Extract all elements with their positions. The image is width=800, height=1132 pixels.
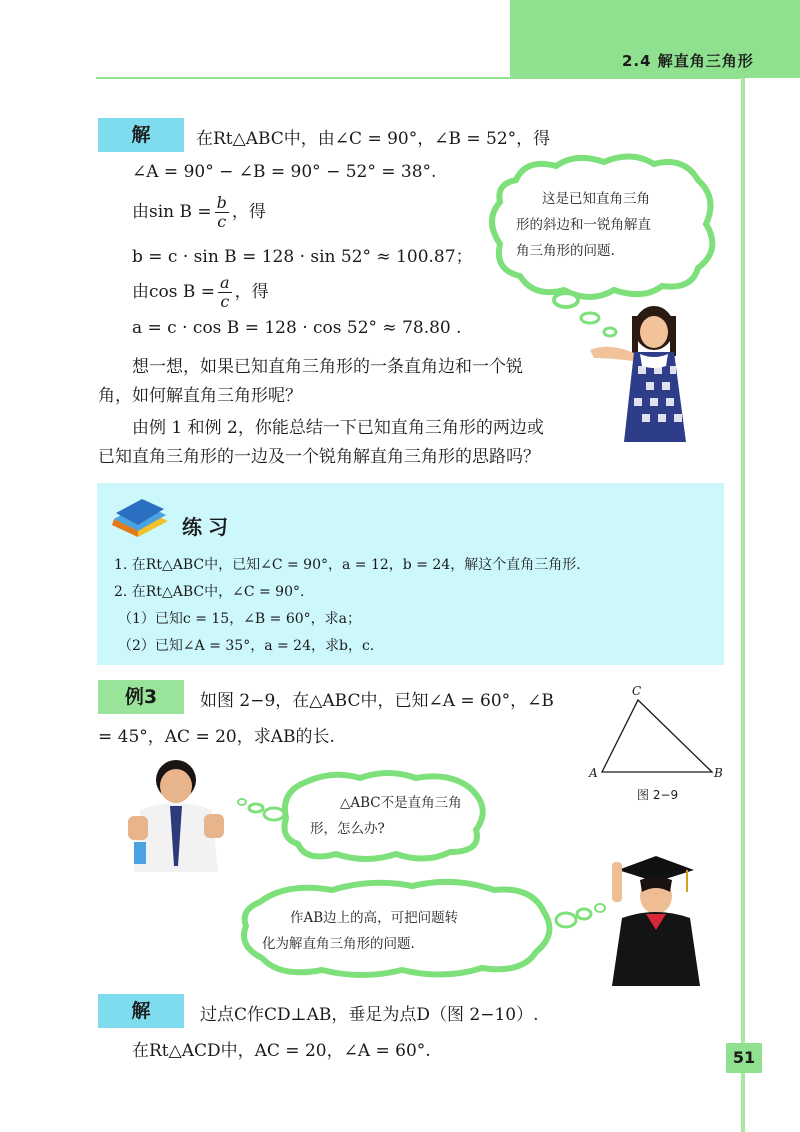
bubble-text: 形的斜边和一锐角解直: [516, 217, 651, 233]
margin-rule: [741, 78, 745, 1132]
exercise-item: （2）已知∠A = 35°，a = 24，求b，c.: [118, 638, 375, 654]
solution-text: 由cos B =: [132, 282, 216, 302]
paragraph-line: 角，如何解直角三角形呢？: [98, 386, 302, 406]
solution-text: ，得: [231, 202, 266, 222]
solution-line: 在Rt△ACD中，AC = 20，∠A = 60°.: [132, 1041, 431, 1061]
bubble-text: 化为解直角三角形的问题.: [262, 936, 415, 952]
paragraph-line: 想一想，如果已知直角三角形的一条直角边和一个锐: [132, 357, 523, 377]
solution-line: ∠A = 90° − ∠B = 90° − 52° = 38°.: [132, 162, 437, 182]
fraction-denominator: c: [220, 292, 230, 311]
book-icon: [108, 495, 172, 541]
bubble-text: 角三角形的问题.: [516, 243, 615, 259]
triangle-figure: [594, 686, 724, 781]
solution-line: 过点C作CD⊥AB，垂足为点D（图 2−10）.: [200, 1005, 539, 1025]
paragraph-line: 已知直角三角形的一边及一个锐角解直角三角形的思路吗？: [98, 447, 540, 467]
example-line: 如图 2−9，在△ABC中，已知∠A = 60°，∠B: [200, 691, 554, 711]
fraction-numerator: a: [220, 273, 230, 292]
vertex-label-b: B: [714, 766, 723, 780]
solution-line: b = c · sin B = 128 · sin 52° ≈ 100.87；: [132, 247, 473, 267]
exercise-title: 练习: [182, 515, 234, 539]
solution-label: 解: [98, 118, 184, 152]
vertex-label-c: C: [632, 684, 642, 698]
solution-line: [132, 194, 266, 231]
exercise-item: （1）已知c = 15，∠B = 60°，求a；: [118, 611, 362, 627]
fraction: [218, 274, 232, 311]
fraction-denominator: c: [217, 212, 227, 231]
solution-label: 解: [98, 994, 184, 1028]
graduate-illustration: [604, 852, 704, 987]
exercise-item: 1. 在Rt△ABC中，已知∠C = 90°，a = 12，b = 24，解这个直角三角形.: [114, 557, 581, 573]
bubble-text: △ABC不是直角三角: [340, 795, 462, 811]
bubble-text: 形，怎么办?: [310, 821, 385, 837]
solution-line: 在Rt△ABC中，由∠C = 90°，∠B = 52°，得: [196, 129, 551, 149]
page-number: 51: [726, 1043, 762, 1073]
fraction-numerator: b: [216, 193, 227, 212]
header-rule: [96, 77, 741, 79]
fraction: [215, 194, 229, 231]
solution-line: a = c · cos B = 128 · cos 52° ≈ 78.80 .: [132, 318, 462, 338]
paragraph-line: 由例 1 和例 2，你能总结一下已知直角三角形的两边或: [132, 418, 544, 438]
solution-text: 由sin B =: [132, 202, 212, 222]
example-label: 例3: [98, 680, 184, 714]
girl-illustration: [590, 296, 710, 446]
vertex-label-a: A: [589, 766, 598, 780]
boy-illustration: [120, 756, 230, 876]
figure-caption: 图 2−9: [637, 788, 679, 802]
bubble-text: 作AB边上的高，可把问题转: [290, 910, 459, 926]
solution-line: [132, 274, 269, 311]
exercise-item: 2. 在Rt△ABC中，∠C = 90°.: [114, 584, 305, 600]
section-title: 2.4 解直角三角形: [622, 52, 754, 70]
solution-text: ，得: [234, 282, 269, 302]
bubble-text: 这是已知直角三角: [542, 191, 650, 207]
example-line: = 45°，AC = 20，求AB的长.: [98, 727, 335, 747]
